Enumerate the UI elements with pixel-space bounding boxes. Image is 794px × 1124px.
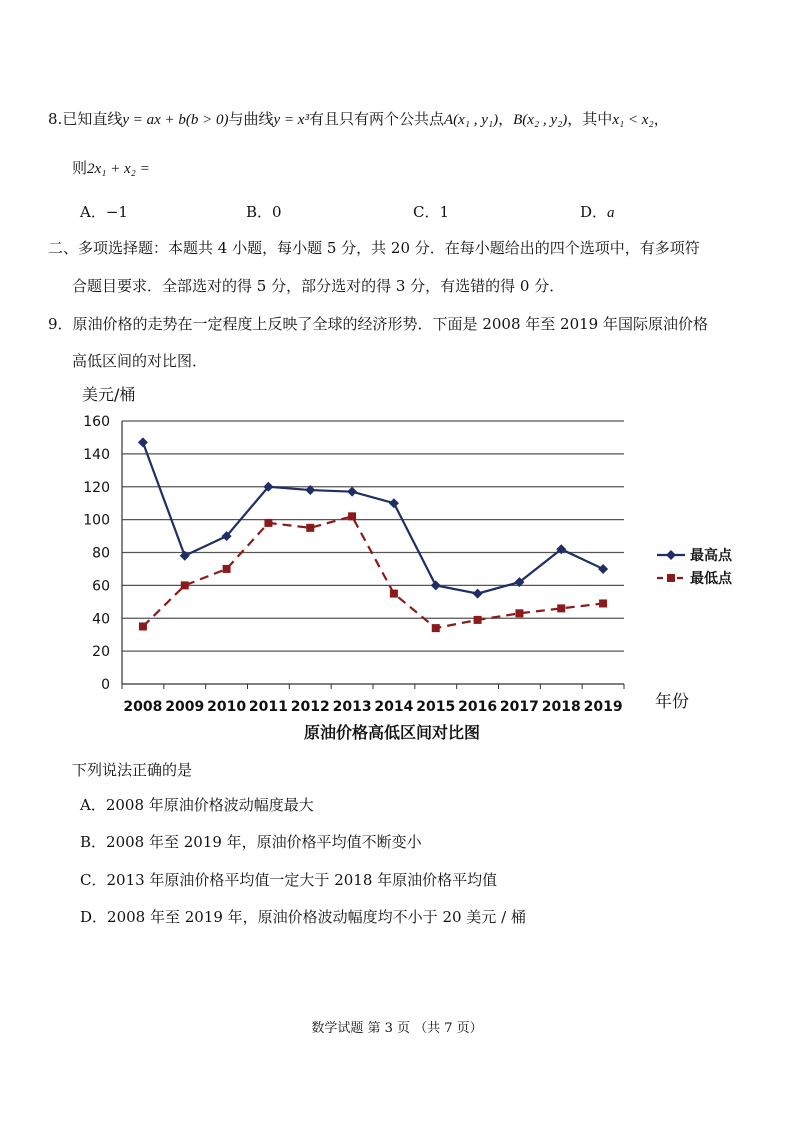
- high-point-marker: [389, 498, 399, 508]
- q8-text-2: 与曲线: [228, 110, 274, 128]
- y-tick-label: 0: [101, 677, 110, 693]
- x-tick-label: 2013: [332, 699, 372, 715]
- q8-math-curve: y = x³: [273, 112, 309, 128]
- page-footer: 数学试题 第 3 页 （共 7 页）: [311, 1021, 483, 1036]
- chart-title: 原油价格高低区间对比图: [303, 723, 481, 742]
- y-tick-label: 60: [92, 578, 110, 595]
- y-tick-label: 20: [92, 644, 110, 661]
- x-tick-label: 2014: [374, 699, 414, 715]
- legend-marker: [666, 550, 676, 560]
- y-tick-label: 140: [83, 446, 110, 463]
- y-tick-label: 120: [83, 479, 110, 496]
- high-point-marker: [598, 564, 608, 574]
- q8-line2-prefix: 则: [72, 159, 88, 177]
- low-point-marker: [432, 624, 440, 632]
- x-tick-label: 2016: [458, 699, 498, 715]
- q8-math-cond: x₁ < x₂: [612, 112, 654, 128]
- high-point-marker: [347, 487, 357, 497]
- high-point-marker: [138, 437, 148, 447]
- q9-option-b: B．2008 年至 2019 年，原油价格平均值不断变小: [80, 833, 422, 851]
- x-tick-labels: [123, 699, 622, 715]
- low-point-marker: [264, 519, 272, 527]
- q8-number: 8.: [48, 110, 63, 128]
- x-tick-label: 2019: [583, 699, 623, 715]
- q8-option-a: A．−1: [80, 203, 128, 221]
- low-point-marker: [599, 599, 607, 607]
- q9-option-a: A．2008 年原油价格波动幅度最大: [80, 796, 314, 814]
- y-axis-label: 美元/桶: [82, 385, 136, 404]
- low-point-marker: [348, 512, 356, 520]
- high-point-marker: [431, 580, 441, 590]
- q8-option-c: C．1: [413, 203, 450, 221]
- q9-line2: 高低区间的对比图．: [72, 352, 208, 370]
- y-tick-label: 160: [83, 414, 110, 430]
- x-tick-label: 2015: [416, 699, 456, 715]
- q8-text-1: 已知直线: [62, 110, 123, 128]
- x-tick-label: 2011: [248, 699, 288, 715]
- q8-line2: [72, 157, 150, 178]
- y-tick-label: 100: [83, 512, 110, 529]
- x-axis-label: 年份: [655, 692, 689, 712]
- low-point-marker: [515, 609, 523, 617]
- low-point-marker: [139, 622, 147, 630]
- q8-line1: [48, 108, 669, 129]
- q9-option-d: D．2008 年至 2019 年，原油价格波动幅度均不小于 20 美元 / 桶: [80, 908, 526, 926]
- legend-label: 最高点: [690, 548, 732, 564]
- low-point-marker: [390, 590, 398, 598]
- high-point-marker: [473, 589, 483, 599]
- chart-legend: [657, 547, 733, 587]
- low-point-marker: [223, 565, 231, 573]
- q8-text-3: 有且只有两个公共点: [308, 110, 444, 128]
- low-point-marker: [474, 616, 482, 624]
- x-tick-label: 2008: [123, 699, 163, 715]
- x-tick-label: 2009: [165, 699, 205, 715]
- series-line-high: [143, 442, 603, 593]
- q8-math-point-a: A(x₁ , y₁): [443, 112, 499, 128]
- y-tick-label: 80: [92, 545, 110, 562]
- y-tick-label: 40: [92, 611, 110, 628]
- low-point-marker: [557, 604, 565, 612]
- q8-math-line: y = ax + b(b > 0): [122, 112, 229, 128]
- legend-marker: [667, 574, 675, 582]
- x-tick-label: 2017: [499, 699, 539, 715]
- q8-sep-1: ，: [498, 110, 514, 128]
- section2-line2: 合题目要求．全部选对的得 5 分，部分选对的得 3 分，有选错的得 0 分．: [72, 277, 565, 295]
- oil-price-chart: [0, 380, 794, 750]
- x-tick-label: 2012: [290, 699, 330, 715]
- q9-prompt: 下列说法正确的是: [72, 761, 193, 779]
- q8-text-4: ，其中: [567, 110, 613, 128]
- chart-grid: [122, 421, 624, 689]
- q8-math-point-b: B(x₂ , y₂): [513, 112, 568, 128]
- y-tick-labels: [83, 414, 110, 693]
- section2-line1: 二、多项选择题：本题共 4 小题，每小题 5 分，共 20 分．在每小题给出的四个选项中，有多项符: [48, 239, 700, 257]
- q8-option-b: B．0: [246, 203, 282, 221]
- q8-option-d: D．a: [580, 203, 615, 221]
- q9-line1: 9．原油价格的走势在一定程度上反映了全球的经济形势．下面是 2008 年至 2019 年国际原油价格: [48, 315, 708, 333]
- x-tick-label: 2010: [207, 699, 247, 715]
- chart-series: [138, 437, 608, 632]
- x-tick-label: 2018: [541, 699, 581, 715]
- q8-text-5: ，: [653, 110, 669, 128]
- low-point-marker: [181, 581, 189, 589]
- low-point-marker: [306, 524, 314, 532]
- q9-option-c: C．2013 年原油价格平均值一定大于 2018 年原油价格平均值: [80, 871, 498, 889]
- legend-label: 最低点: [690, 571, 732, 587]
- q8-line2-math: 2x₁ + x₂ =: [87, 161, 150, 177]
- series-line-low: [143, 516, 603, 628]
